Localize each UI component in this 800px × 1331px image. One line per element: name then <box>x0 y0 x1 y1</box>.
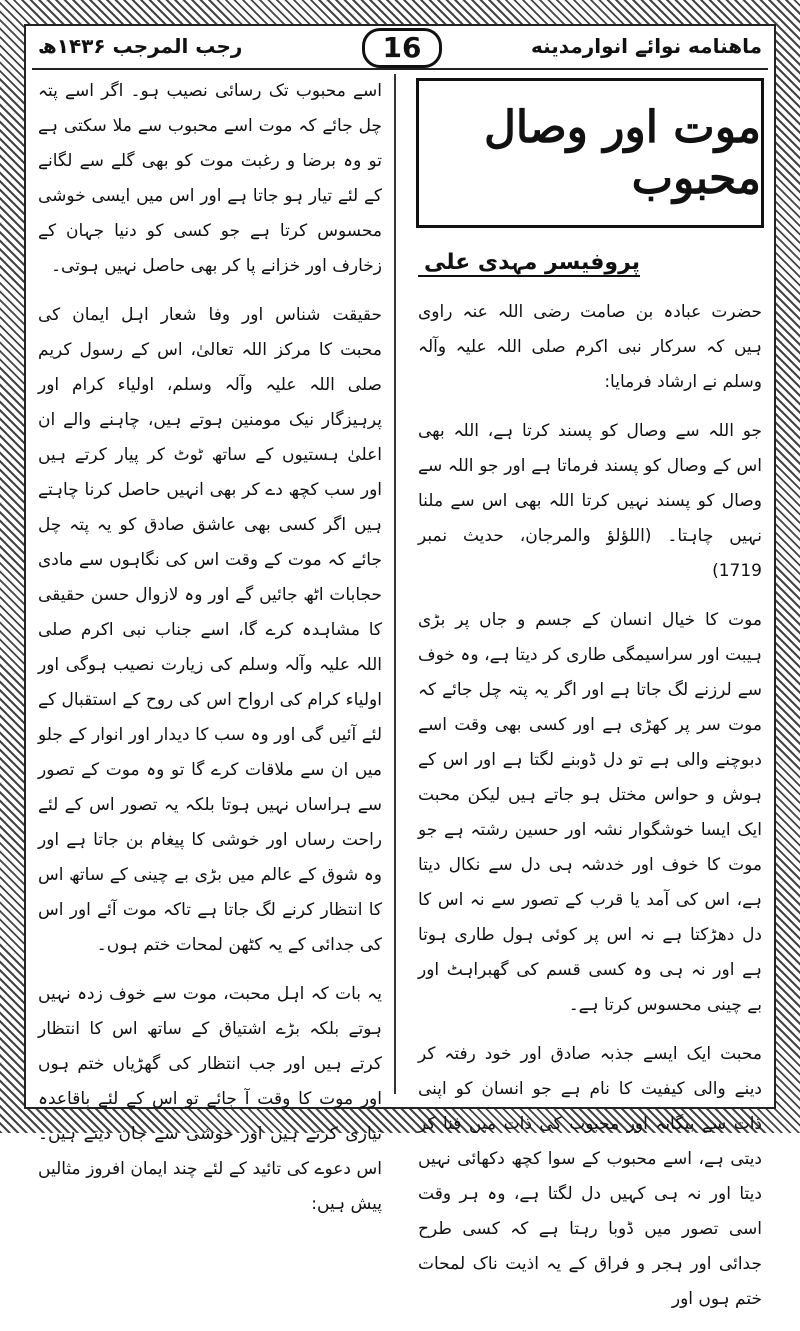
paragraph: موت کا خیال انسان کے جسم و جاں پر بڑی ہیبت اور سراسیمگی طاری کر دیتا ہے، وہ خوف سے لرزنے لگ جاتا ہے اور اگر یہ پتہ چل جائے کہ موت سر پر کھڑی ہے اور کسی بھی وقت اسے دبوچنے والی ہے تو دل ڈوبنے لگتا ہے اور اس کے ہوش و حواس مختل ہو جاتے ہیں لیکن محبت ایک ایسا خوشگوار نشہ اور حسین رشتہ ہے جو موت کا خوف اور خدشہ ہی دل سے نکال دیتا ہے، اس کی آمد یا قرب کے تصور سے نہ اس کا دل دھڑکتا ہے نہ اس پر کوئی ہول طاری ہوتا ہے اور نہ ہی وہ کسی قسم کی گھبراہٹ اور بے چینی محسوس کرتا ہے۔ <box>418 610 762 1015</box>
title-box <box>416 78 764 228</box>
magazine-name: ماهنامه نوائے انوارمدینه <box>530 34 762 58</box>
column-divider <box>394 74 396 1094</box>
right-column <box>412 74 768 1331</box>
paragraph: اسے محبوب تک رسائی نصیب ہو۔ اگر اسے پتہ چل جائے کہ موت اسے محبوب سے ملا سکتی ہے تو وہ برضا و رغبت موت کو بھی گلے سے لگانے کے لئے تیار ہو جاتا ہے اور اس میں ایسی خوشی محسوس کرتا ہے جو کسی کو دنیا جہان کے زخارف اور خزانے پا کر بھی حاصل نہیں ہوتی۔ <box>38 81 382 276</box>
article-author: پروفیسر مہدی علی <box>418 250 640 277</box>
paragraph: یہ بات کہ اہل محبت، موت سے خوف زدہ نہیں ہوتے بلکہ بڑے اشتیاق کے ساتھ اس کا انتظار کرتے ہیں اور جب انتظار کی گھڑیاں ختم ہوں اور موت کا وقت آ جائے تو اس کے لئے باقاعدہ تیاری کرتے ہیں اور خوشی سے جان دیتے ہیں۔ اس دعوے کی تائید کے لئے چند ایمان افروز مثالیں پیش ہیں: <box>38 984 382 1214</box>
page-number: 16 <box>362 28 442 68</box>
author-wrap <box>412 228 768 295</box>
paragraph: حقیقت شناس اور وفا شعار اہل ایمان کی محبت کا مرکز اللہ تعالیٰ، اس کے رسول کریم صلی اللہ علیہ وآلہ وسلم، اولیاء کرام اور پرہیزگار نیک مومنین ہوتے ہیں، چاہنے والے ان اعلیٰ ہستیوں کے ساتھ ٹوٹ کر پیار کرتے ہیں اور سب کچھ دے کر بھی انہیں حاصل کرنا چاہتے ہیں اگر کسی بھی عاشق صادق کو یہ پتہ چل جائے کہ موت کے وقت اس کی نگاہوں سے مادی حجابات اٹھ جائیں گے اور وہ لازوال حسن حقیقی کا مشاہدہ کرے گا، اسے جناب نبی اکرم صلی اللہ علیہ وآلہ وسلم کی زیارت نصیب ہوگی اور اولیاء کرام کی ارواح اس کی روح کے استقبال کے لئے آئیں گی اور وہ سب کا دیدار اور انوار کے جلو میں ان سے ملاقات کرے گا تو وہ موت کے تصور سے ہراساں نہیں ہوتا بلکہ یہ تصور اس کے لئے راحت رساں اور خوشی کا پیغام بن جاتا ہے اور وہ شوق کے عالم میں بڑی بے چینی کے ساتھ اس کا انتظار کرنے لگ جاتا ہے تاکہ موت آئے اور اس کی جدائی کے یہ کٹھن لمحات ختم ہوں۔ <box>38 305 382 955</box>
issue-date: رجب المرجب ۱۴۳۶ھ <box>38 34 243 58</box>
magazine-page <box>32 28 768 1309</box>
paragraph: جو اللہ سے وصال کو پسند کرتا ہے، اللہ بھی اس کے وصال کو پسند فرماتا ہے اور جو اللہ سے وصال کو پسند نہیں کرتا اللہ بھی اس سے ملنا نہیں چاہتا۔ (اللؤلؤ والمرجان، حدیث نمبر 1719) <box>418 421 762 581</box>
paragraph: محبت ایک ایسے جذبہ صادق اور خود رفتہ کر دینے والی کیفیت کا نام ہے جو انسان کو اپنی ذات سے بیگانہ اور محبوب کی ذات میں فنا کر دیتی ہے، اسے محبوب کے سوا کچھ دکھائی نہیں دیتا اور نہ ہی کہیں دل لگتا ہے، وہ ہر وقت اسی تصور میں ڈوبا رہتا ہے کہ کسی طرح جدائی اور ہجر و فراق کے یہ اذیت ناک لمحات ختم ہوں اور <box>418 1044 762 1309</box>
page-header <box>32 28 768 70</box>
article-title: موت اور وصال محبوب <box>483 102 761 204</box>
paragraph: حضرت عبادہ بن صامت رضی اللہ عنہ راوی ہیں کہ سرکار نبی اکرم صلی اللہ علیہ وآلہ وسلم نے ارشاد فرمایا: <box>418 302 762 392</box>
left-column <box>32 74 388 1236</box>
